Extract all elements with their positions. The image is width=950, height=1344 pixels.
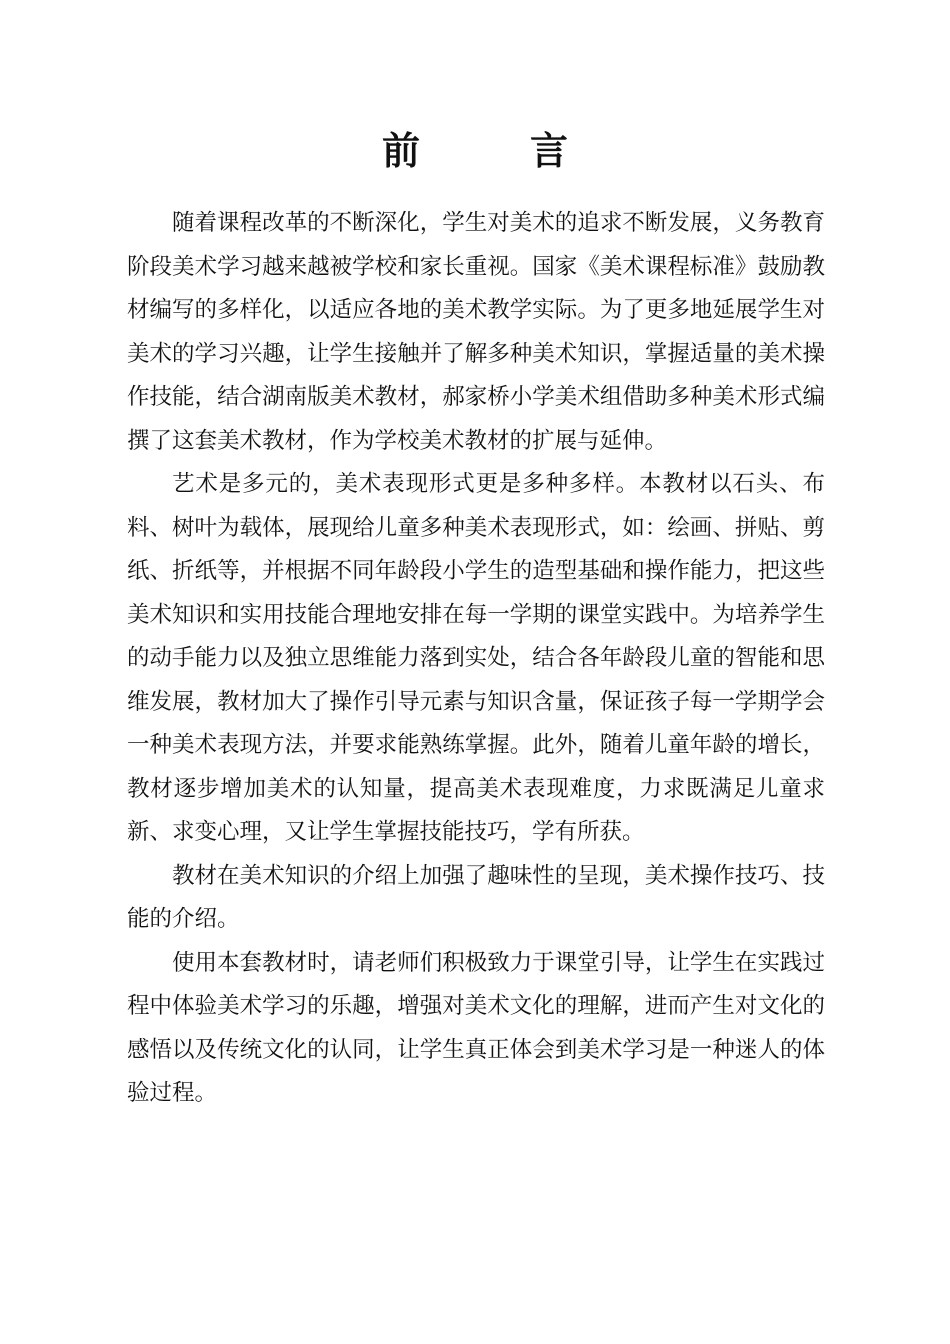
paragraph-4: 使用本套教材时，请老师们积极致力于课堂引导，让学生在实践过程中体验美术学习的乐趣，增强对美术文化的理解，进而产生对文化的感悟以及传统文化的认同，让学生真正体会到美术学习是一种迷人的体验过程。 [127, 949, 825, 1106]
paragraph-2: 艺术是多元的，美术表现形式更是多种多样。本教材以石头、布料、树叶为载体，展现给儿童多种美术表现形式，如：绘画、拼贴、剪纸、折纸等，并根据不同年龄段小学生的造型基础和操作能力，把这些美术知识和实用技能合理地安排在每一学期的课堂实践中。为培养学生的动手能力以及独立思维能力落到实处，结合各年龄段儿童的智能和思维发展，教材加大了操作引导元素与知识含量，保证孩子每一学期学会一种美术表现方法，并要求能熟练掌握。此外，随着儿童年龄的增长，教材逐步增加美术的认知量，提高美术表现难度，力求既满足儿童求新、求变心理，又让学生掌握技能技巧，学有所获。 [127, 471, 825, 845]
page-title: 前 言 [381, 128, 604, 173]
preface-body [127, 202, 825, 1116]
paragraph-1: 随着课程改革的不断深化，学生对美术的追求不断发展，义务教育阶段美术学习越来越被学校和家长重视。国家《美术课程标准》鼓励教材编写的多样化，以适应各地的美术教学实际。为了更多地延展学生对美术的学习兴趣，让学生接触并了解多种美术知识，掌握适量的美术操作技能，结合湖南版美术教材，郝家桥小学美术组借助多种美术形式编撰了这套美术教材，作为学校美术教材的扩展与延伸。 [127, 210, 825, 454]
paragraph-3: 教材在美术知识的介绍上加强了趣味性的呈现，美术操作技巧、技能的介绍。 [127, 862, 825, 932]
